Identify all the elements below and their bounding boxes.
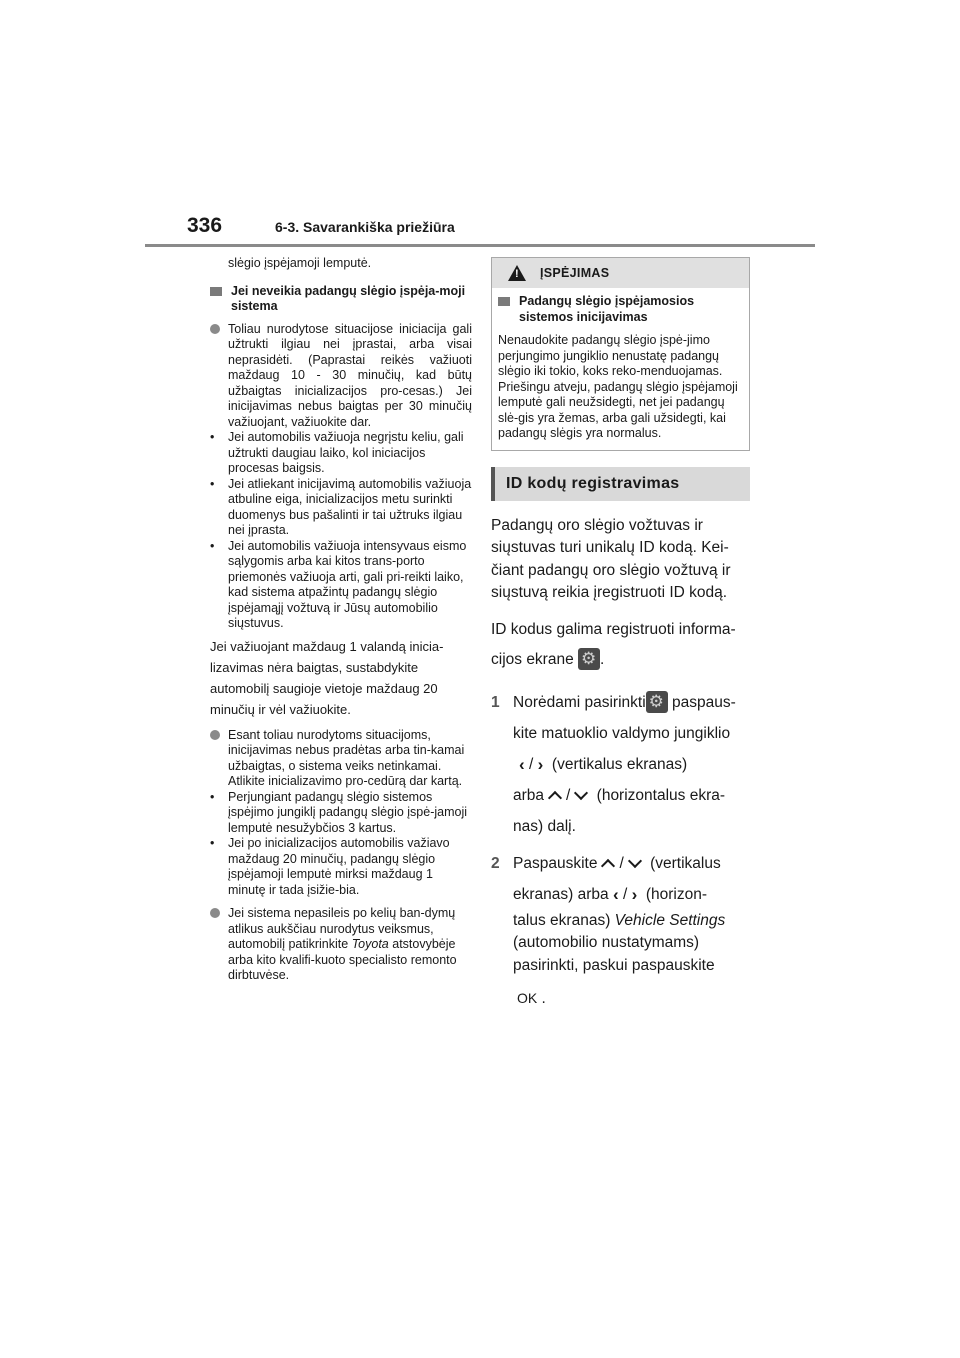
chevron-left-icon: ‹ bbox=[612, 884, 619, 904]
chevron-up-icon bbox=[601, 859, 615, 873]
chevron-up-icon bbox=[548, 791, 562, 805]
settings-gear-icon bbox=[646, 691, 668, 713]
warning-text: Nenaudokite padangų slėgio įspė-jimo perjungimo jungiklio nenustatę padangų slėgio iki tokio, koks reko-menduojamas. Priešingu atveju, padangų slėgio įspėjamoji lemputė gali neužsidegti, net jei padangų slė-gis yra žemas, arba gali užsidegti, kai padangų slėgis yra normalus. bbox=[498, 333, 738, 440]
warning-triangle-icon: ! bbox=[508, 265, 526, 281]
warning-subheading bbox=[498, 294, 741, 325]
circle-item-2 bbox=[210, 728, 472, 790]
chevron-left-icon: ‹ bbox=[519, 754, 525, 774]
bullet-item: • Jei atliekant inicijavimą automobilis važiuoja atbuline eiga, inicializacijos metu surinkti duomenys bus pašalinti ir tai užtruks ilgiau nei įprasta. bbox=[210, 476, 472, 537]
circle-item-text: Jei sistema nepasileis po kelių ban-dymų atlikus aukščiau nurodytus veiksmus, automobilį patikrinkite Toyota atstovybėje arba kito kvalifi-kuoto specialisto remonto dirbtuvėse. bbox=[228, 906, 457, 982]
bullet-text: Jei automobilis važiuoja negrįstu keliu, gali užtrukti daugiau laiko, kol iniciacijos procesas baigsis. bbox=[228, 430, 464, 475]
circle-item-text: Toliau nurodytose situacijose iniciacija gali užtrukti ilgiau nei įprastai, arba visai neprasidėti. (Paprastai reikės važiuoti maždaug 10 - 30 minučių, kad būtų užbaigtas inicializacijos pro-cesas.) Jei inicijavimas nebus baigtas per 30 minučių važiuojant, važiuokite dar. bbox=[228, 321, 472, 429]
bullet-item: • Jei automobilis važiuoja negrįstu keliu, gali užtrukti daugiau laiko, kol iniciacijos procesas baigsis. bbox=[210, 430, 472, 477]
step-number: 2 bbox=[491, 854, 500, 872]
paragraph-one-hour: Jei važiuojant maždaug 1 valandą inicia-lizavimas nėra baigtas, sustabdykite automobilį saugioje vietoje maždaug 20 minučių ir vėl važiuokite. bbox=[210, 638, 444, 717]
subheading-text: Jei neveikia padangų slėgio įspėja-moji sistema bbox=[231, 283, 466, 313]
page-header bbox=[145, 214, 815, 246]
warning-header bbox=[492, 258, 749, 288]
id-registration-title: ID kodų registravimas bbox=[506, 474, 680, 492]
bullet-text: Jei atliekant inicijavimą automobilis važiuoja atbuline eiga, inicializacijos metu surinkti duomenys bus pašalinti ir tai užtruks ilgiau nei įprasta. bbox=[228, 476, 472, 537]
subheading-tpws-not-working bbox=[210, 284, 472, 315]
heading-accent-bar bbox=[491, 467, 495, 501]
circle-bullet-icon bbox=[210, 908, 220, 918]
chevron-down-icon bbox=[574, 786, 588, 800]
step-1 bbox=[491, 687, 750, 842]
intro-continuation: slėgio įspėjamoji lemputė. bbox=[228, 256, 372, 270]
bullet-item: • Jei automobilis važiuoja intensyvaus eismo sąlygomis arba kai kitos trans-porto priemonės važiuoja arti, gali pri-reikti laiko, kad sistema atpažintų padangų slėgio įspėjamąjį vožtuvą ir Jūsų automobilio siųstuvus. bbox=[210, 539, 472, 632]
right-column bbox=[491, 257, 750, 1019]
circle-bullet-icon bbox=[210, 730, 220, 740]
chevron-right-icon: › bbox=[631, 884, 638, 904]
step-2-text: Paspauskite / (vertikalus ekranas) arba ‹ / › (horizon- talus ekranas) Vehicle Settings (automobilio nustatymams) pasirinkti, paskui paspauskite OK . bbox=[513, 854, 726, 1007]
ok-button-label: OK bbox=[517, 989, 538, 1006]
page-number: 336 bbox=[187, 214, 223, 237]
warning-body bbox=[492, 288, 749, 450]
warning-subheading-text: Padangų slėgio įspėjamosios sistemos inicijavimas bbox=[519, 294, 695, 324]
bullet-item: • Jei po inicializacijos automobilis važiavo maždaug 20 minučių, padangų slėgio įspėjamoji lemputė mirksi maždaug 1 minutę ir tada įsižie-bia. bbox=[210, 836, 472, 898]
bullet-text: Jei automobilis važiuoja intensyvaus eismo sąlygomis arba kai kitos trans-porto priemonės važiuoja arti, gali pri-reikti laiko, kad sistema atpažintų padangų slėgio įspėjamąjį vožtuvą ir Jūsų automobilio siųstuvus. bbox=[228, 538, 467, 630]
step-1-text: Norėdami pasirinkti⚙ paspaus- kite matuoklio valdymo jungiklio ‹ / › (vertikalus ekranas) arba / (horizontalus ekra- nas) dalį. bbox=[513, 687, 750, 842]
bullet-text: Jei po inicializacijos automobilis važiavo maždaug 20 minučių, padangų slėgio įspėjamoji lemputė mirksi maždaug 1 minutę ir tada įsižie-bia. bbox=[228, 836, 450, 897]
bullet-item: • Perjungiant padangų slėgio sistemos įspėjimo jungiklį padangų slėgio įspė-jamoji lemputė nesužybčios 3 kartus. bbox=[210, 790, 472, 837]
id-para-2: ID kodus galima registruoti informa-cijos ekrane ⚙ . bbox=[491, 615, 750, 675]
step-number: 1 bbox=[491, 693, 500, 711]
section-title: 6-3. Savarankiška priežiūra bbox=[275, 219, 455, 235]
settings-gear-icon bbox=[578, 648, 600, 670]
circle-item-text: Esant toliau nurodytoms situacijoms, inicijavimas nebus pradėtas arba tin-kamai užbaigtas, o sistema veiks netinkamai. Atlikite inicializavimo pro-cedūrą dar kartą. bbox=[228, 727, 465, 788]
header-divider bbox=[145, 244, 815, 247]
circle-item-3 bbox=[210, 906, 472, 984]
brand-name: Toyota bbox=[351, 937, 389, 951]
step-2 bbox=[491, 848, 750, 1019]
circle-item-1 bbox=[210, 322, 472, 431]
chevron-right-icon: › bbox=[537, 754, 544, 774]
square-bullet-icon bbox=[210, 287, 222, 296]
id-registration-heading bbox=[491, 467, 750, 501]
left-column bbox=[210, 256, 472, 984]
chevron-down-icon bbox=[628, 854, 642, 868]
vehicle-settings-label: Vehicle Settings bbox=[614, 911, 726, 929]
warning-box bbox=[491, 257, 750, 451]
circle-bullet-icon bbox=[210, 324, 220, 334]
bullet-text: Perjungiant padangų slėgio sistemos įspėjimo jungiklį padangų slėgio įspė-jamoji lemputė nesužybčios 3 kartus. bbox=[228, 789, 468, 835]
warning-title: ĮSPĖJIMAS bbox=[540, 266, 610, 280]
square-bullet-icon bbox=[498, 297, 510, 306]
id-para-1: Padangų oro slėgio vožtuvas ir siųstuvas turi unikalų ID kodą. Kei-čiant padangų oro slėgio vožtuvą ir siųstuvą reikia įregistruoti ID kodą. bbox=[491, 516, 731, 601]
